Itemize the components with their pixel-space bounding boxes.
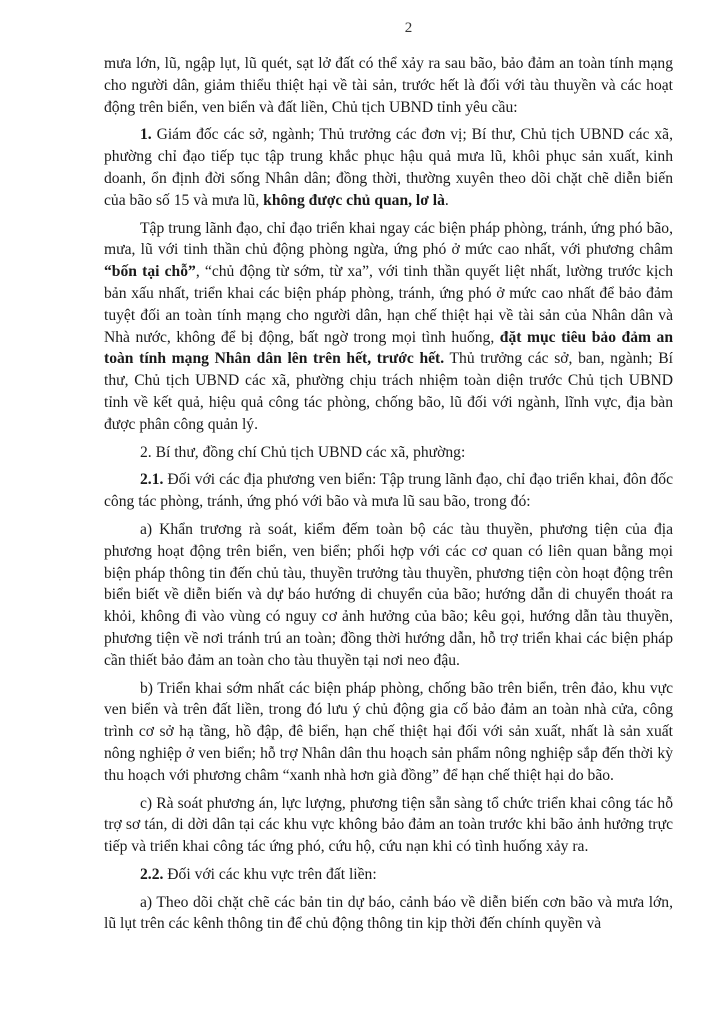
section-heading-2: 2. Bí thư, đồng chí Chủ tịch UBND các xã, phường:	[140, 443, 466, 461]
paragraph-directive	[104, 218, 673, 436]
paragraph-text: Đối với các khu vực trên đất liền:	[163, 865, 377, 883]
paragraph-text: Đối với các địa phương ven biển: Tập trung lãnh đạo, chỉ đạo triển khai, đôn đốc công tác phòng, tránh, ứng phó với bão và mưa lũ sau bão, trong đó:	[104, 471, 673, 511]
paragraph-intro: mưa lớn, lũ, ngập lụt, lũ quét, sạt lở đất có thể xảy ra sau bão, bảo đảm an toàn tính mạng cho người dân, giảm thiểu thiệt hại về tài sản, trước hết là đối với tàu thuyền và các hoạt động trên biển, ven biển và đất liền, Chủ tịch UBND tỉnh yêu cầu:	[104, 55, 673, 116]
item-number: 2.1.	[140, 471, 164, 489]
subsection-2-1	[104, 469, 673, 513]
emphasis-text: đặt mục tiêu bảo đảm an toàn tính mạng Nhân dân lên trên hết, trước hết.	[104, 328, 673, 368]
subsection-2-2	[104, 864, 673, 886]
emphasis-text: “bốn tại chỗ”	[104, 263, 196, 281]
item-number: 2.2.	[140, 865, 164, 883]
paragraph-text: Thủ trưởng các sở, ban, ngành; Bí thư, Chủ tịch UBND các xã, phường chịu trách nhiệm toàn diện trước Chủ tịch UBND tỉnh về kết quả, hiệu quả công tác phòng, chống bão, lũ đối với ngành, lĩnh vực, địa bàn được phân công quản lý.	[104, 350, 674, 433]
emphasis-text: không được chủ quan, lơ là	[263, 191, 445, 209]
paragraph-item-b: b) Triển khai sớm nhất các biện pháp phòng, chống bão trên biển, trên đảo, khu vực ven biển và trên đất liền, trong đó lưu ý chủ động gia cố bảo đảm an toàn nhà cửa, công trình cơ sở hạ tầng, hồ đập, đê biển, hạn chế thiệt hại đối với sản xuất, nhất là sản xuất nông nghiệp ở ven biển; hỗ trợ Nhân dân thu hoạch sản phẩm nông nghiệp sắp đến thời kỳ thu hoạch với phương châm “xanh nhà hơn già đồng” để hạn chế thiệt hại do bão.	[104, 679, 673, 784]
page-number: 2	[404, 20, 413, 36]
paragraph-item-a-2: a) Theo dõi chặt chẽ các bản tin dự báo, cảnh báo về diễn biến cơn bão và mưa lớn, lũ lụt trên các kênh thông tin để chủ động thông tin kịp thời đến chính quyền và	[104, 893, 673, 933]
paragraph-text: Giám đốc các sở, ngành; Thủ trưởng các đơn vị; Bí thư, Chủ tịch UBND các xã, phường chỉ đạo tiếp tục tập trung khắc phục hậu quả mưa lũ, khôi phục sản xuất, kinh doanh, ổn định đời sống Nhân dân; đồng thời, thường xuyên theo dõi chặt chẽ diễn biến của bão số 15 và mưa lũ,	[104, 126, 673, 209]
paragraph-text: Tập trung lãnh đạo, chỉ đạo triển khai ngay các biện pháp phòng, tránh, ứng phó bão, mưa, lũ với tinh thần chủ động phòng ngừa, ứng phó ở mức cao nhất, với phương châm	[104, 219, 673, 259]
paragraph-item-1	[104, 124, 673, 211]
paragraph-item-a: a) Khẩn trương rà soát, kiểm đếm toàn bộ các tàu thuyền, phương tiện của địa phương hoạt động trên biển, ven biển; phối hợp với các cơ quan có liên quan bằng mọi biện pháp thông tin đến chủ tàu, thuyền trưởng tàu thuyền, phương tiện còn hoạt động trên biển biết về diễn biến và dự báo hướng di chuyển của bão; hướng dẫn di chuyển thoát ra khỏi, không đi vào vùng có nguy cơ ảnh hưởng của bão; kêu gọi, hướng dẫn tàu thuyền, phương tiện về nơi tránh trú an toàn; đồng thời hướng dẫn, hỗ trợ triển khai các biện pháp cần thiết bảo đảm an toàn cho tàu thuyền tại nơi neo đậu.	[104, 520, 673, 669]
paragraph-text: .	[444, 191, 449, 209]
item-number: 1.	[140, 126, 152, 144]
paragraph-item-c: c) Rà soát phương án, lực lượng, phương tiện sẵn sàng tổ chức triển khai công tác hỗ trợ sơ tán, di dời dân tại các khu vực không bảo đảm an toàn trước khi bão ảnh hưởng trực tiếp và triển khai công tác ứng phó, cứu hộ, cứu nạn khi có tình huống xảy ra.	[104, 794, 673, 856]
paragraph-text: , “chủ động từ sớm, từ xa”, với tinh thần quyết liệt nhất, lường trước kịch bản xấu nhất, triển khai các biện pháp phòng, tránh, ứng phó ở mức cao nhất để bảo đảm tuyệt đối an toàn tính mạng cho người dân, hạn chế thiệt hại về tài sản của Nhân dân và Nhà nước, không để bị động, bất ngờ trong mọi tình huống,	[104, 263, 673, 346]
